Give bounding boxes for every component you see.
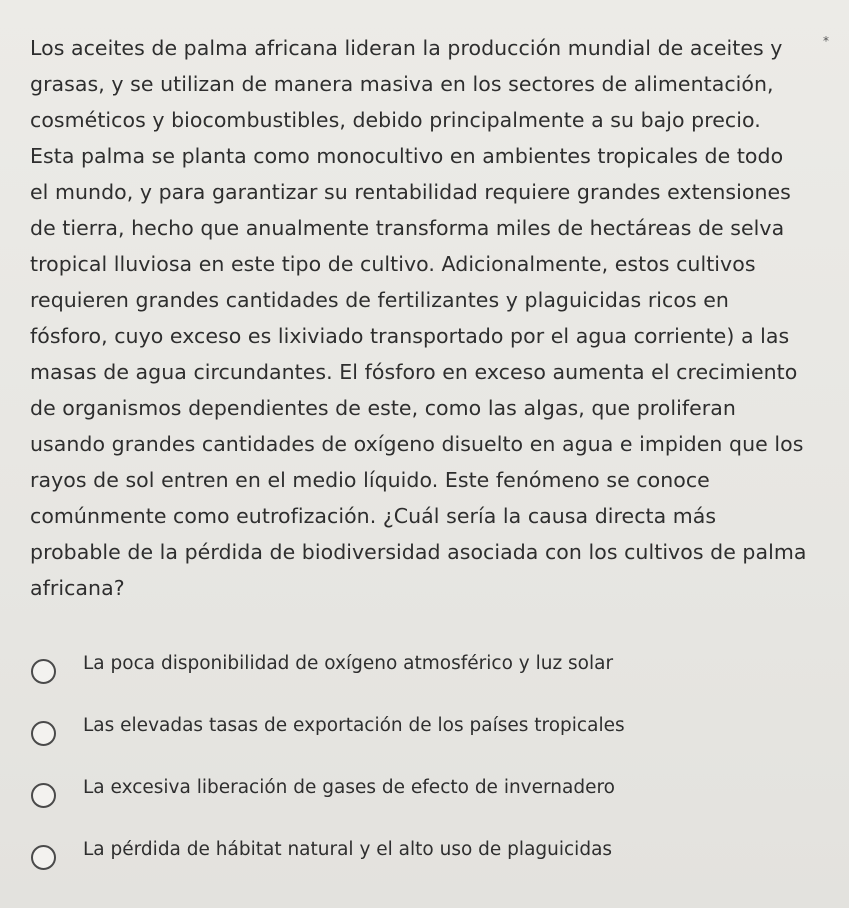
- answer-option-label: La pérdida de hábitat natural y el alto uso de plaguicidas: [83, 839, 613, 860]
- answer-option-label: La poca disponibilidad de oxígeno atmosférico y luz solar: [83, 653, 614, 674]
- answer-option-label: Las elevadas tasas de exportación de los países tropicales: [83, 715, 625, 736]
- question-line: de organismos dependientes de este, como las algas, que proliferan: [30, 396, 736, 420]
- answer-options: [30, 641, 820, 889]
- question-line: probable de la pérdida de biodiversidad asociada con los cultivos de palma: [30, 540, 807, 564]
- answer-option-1[interactable]: [30, 641, 820, 703]
- question-line: requieren grandes cantidades de fertilizantes y plaguicidas ricos en: [30, 288, 729, 312]
- answer-option-3[interactable]: [30, 765, 820, 827]
- question-line: Los aceites de palma africana lideran la producción mundial de aceites y: [30, 36, 783, 60]
- question-line: de tierra, hecho que anualmente transforma miles de hectáreas de selva: [30, 216, 785, 240]
- question-line: grasas, y se utilizan de manera masiva en los sectores de alimentación,: [30, 72, 774, 96]
- answer-option-2[interactable]: [30, 703, 820, 765]
- question-line: usando grandes cantidades de oxígeno disuelto en agua e impiden que los: [30, 432, 804, 456]
- question-line: rayos de sol entren en el medio líquido. Este fenómeno se conoce: [30, 468, 710, 492]
- required-marker: *: [823, 34, 829, 48]
- answer-option-4[interactable]: [30, 827, 820, 889]
- radio-button[interactable]: [31, 721, 56, 746]
- question-line: comúnmente como eutrofización. ¿Cuál sería la causa directa más: [30, 504, 717, 528]
- question-line: tropical lluviosa en este tipo de cultivo. Adicionalmente, estos cultivos: [30, 252, 756, 276]
- question-line: cosméticos y biocombustibles, debido principalmente a su bajo precio.: [30, 108, 761, 132]
- question-line: fósforo, cuyo exceso es lixiviado transportado por el agua corriente) a las: [30, 324, 790, 348]
- radio-button[interactable]: [31, 659, 56, 684]
- question-line: Esta palma se planta como monocultivo en ambientes tropicales de todo: [30, 144, 784, 168]
- radio-button[interactable]: [31, 845, 56, 870]
- question-text: [30, 30, 835, 606]
- question-line: masas de agua circundantes. El fósforo en exceso aumenta el crecimiento: [30, 360, 798, 384]
- question-line: africana?: [30, 576, 125, 600]
- answer-option-label: La excesiva liberación de gases de efecto de invernadero: [83, 777, 616, 798]
- question-line: el mundo, y para garantizar su rentabilidad requiere grandes extensiones: [30, 180, 791, 204]
- radio-button[interactable]: [31, 783, 56, 808]
